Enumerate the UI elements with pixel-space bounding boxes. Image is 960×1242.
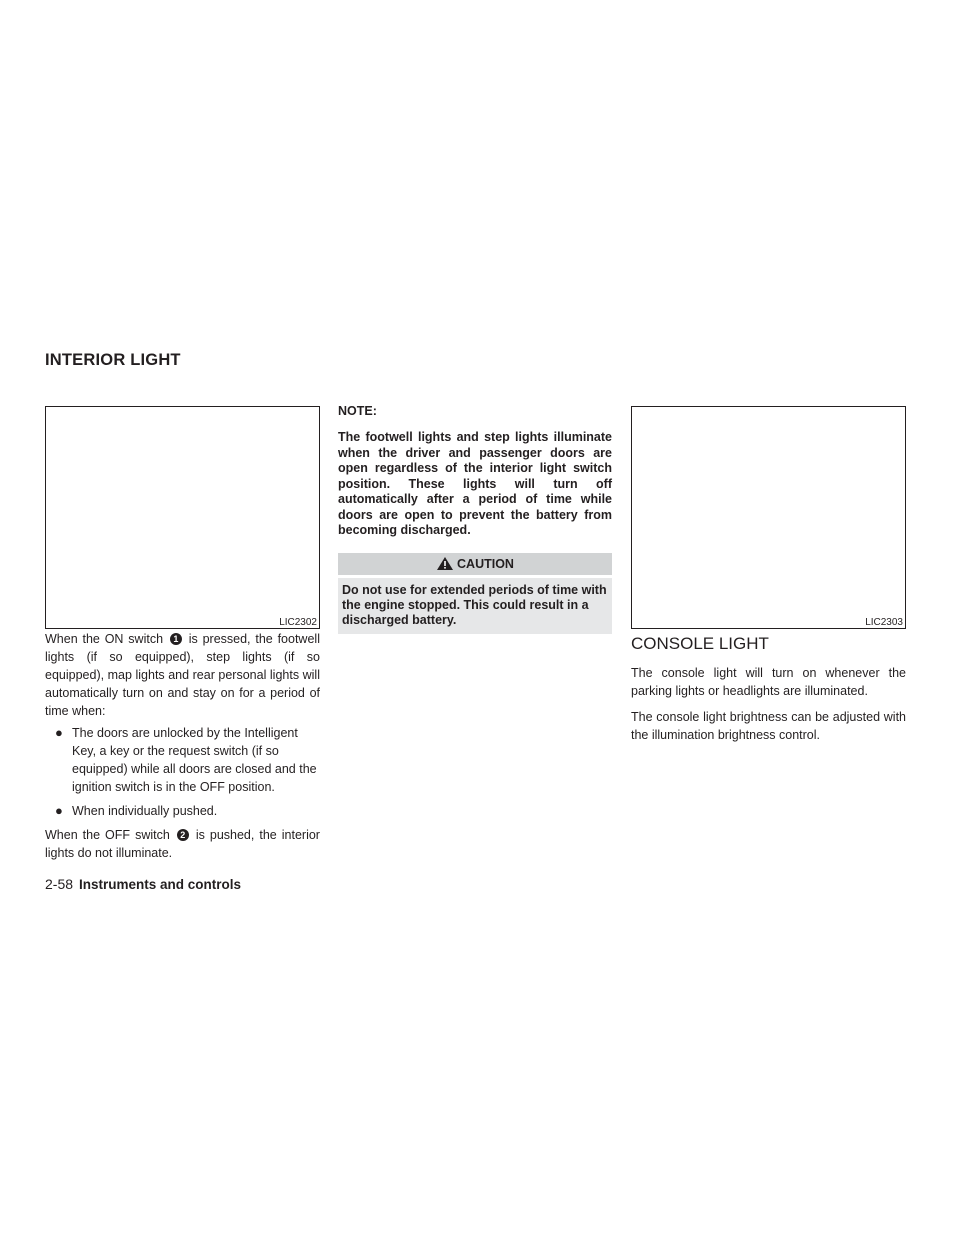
callout-number-2: 2 bbox=[177, 829, 189, 841]
list-item-text: When individually pushed. bbox=[72, 804, 218, 818]
page-footer bbox=[45, 876, 241, 892]
column-1 bbox=[45, 630, 320, 862]
console-light-heading: CONSOLE LIGHT bbox=[631, 634, 769, 653]
figure-console-light bbox=[631, 406, 906, 629]
text: is pushed, the interior lights do not illuminate. bbox=[45, 828, 320, 860]
list-item-text: The doors are unlocked by the Intelligent Key, a key or the request switch (if so equipped) while all doors are closed and the ignition switch is in the OFF position. bbox=[72, 726, 317, 794]
bullet-list bbox=[45, 724, 320, 820]
list-item bbox=[45, 802, 320, 820]
text: is pressed, the footwell lights (if so equipped), step lights (if so equipped), map lights and rear personal lights will automatically turn on and stay on for a period of time when: bbox=[45, 632, 320, 718]
callout-number-1: 1 bbox=[170, 633, 182, 645]
bullet-icon: ● bbox=[55, 803, 63, 818]
caution-body: Do not use for extended periods of time with the engine stopped. This could result in a discharged battery. bbox=[338, 578, 612, 634]
paragraph-off-switch bbox=[45, 826, 320, 862]
column-2 bbox=[338, 402, 612, 634]
section-title: INTERIOR LIGHT bbox=[45, 351, 181, 369]
bullet-icon: ● bbox=[55, 725, 63, 740]
paragraph-on-switch bbox=[45, 630, 320, 720]
list-item bbox=[45, 724, 320, 796]
column-3 bbox=[631, 634, 906, 744]
caution-title: CAUTION bbox=[457, 556, 514, 571]
text: When the OFF switch bbox=[45, 828, 170, 842]
figure-interior-light-switch bbox=[45, 406, 320, 629]
console-paragraph-1: The console light will turn on whenever the parking lights or headlights are illuminated. bbox=[631, 666, 906, 698]
figure-label: LIC2302 bbox=[279, 617, 317, 628]
console-paragraph-2: The console light brightness can be adjusted with the illumination brightness control. bbox=[631, 710, 906, 742]
figure-label: LIC2303 bbox=[865, 617, 903, 628]
note-heading: NOTE: bbox=[338, 404, 377, 418]
caution-heading bbox=[338, 553, 612, 575]
chapter-title: Instruments and controls bbox=[79, 877, 242, 892]
note-body: The footwell lights and step lights illuminate when the driver and passenger doors are open regardless of the interior light switch position. These lights will turn off automatically after a period of time while doors are open to prevent the battery from becoming discharged. bbox=[338, 430, 612, 537]
warning-icon bbox=[436, 556, 454, 571]
caution-box bbox=[338, 553, 612, 634]
page-number: 2-58 bbox=[45, 876, 74, 892]
text: When the ON switch bbox=[45, 632, 164, 646]
